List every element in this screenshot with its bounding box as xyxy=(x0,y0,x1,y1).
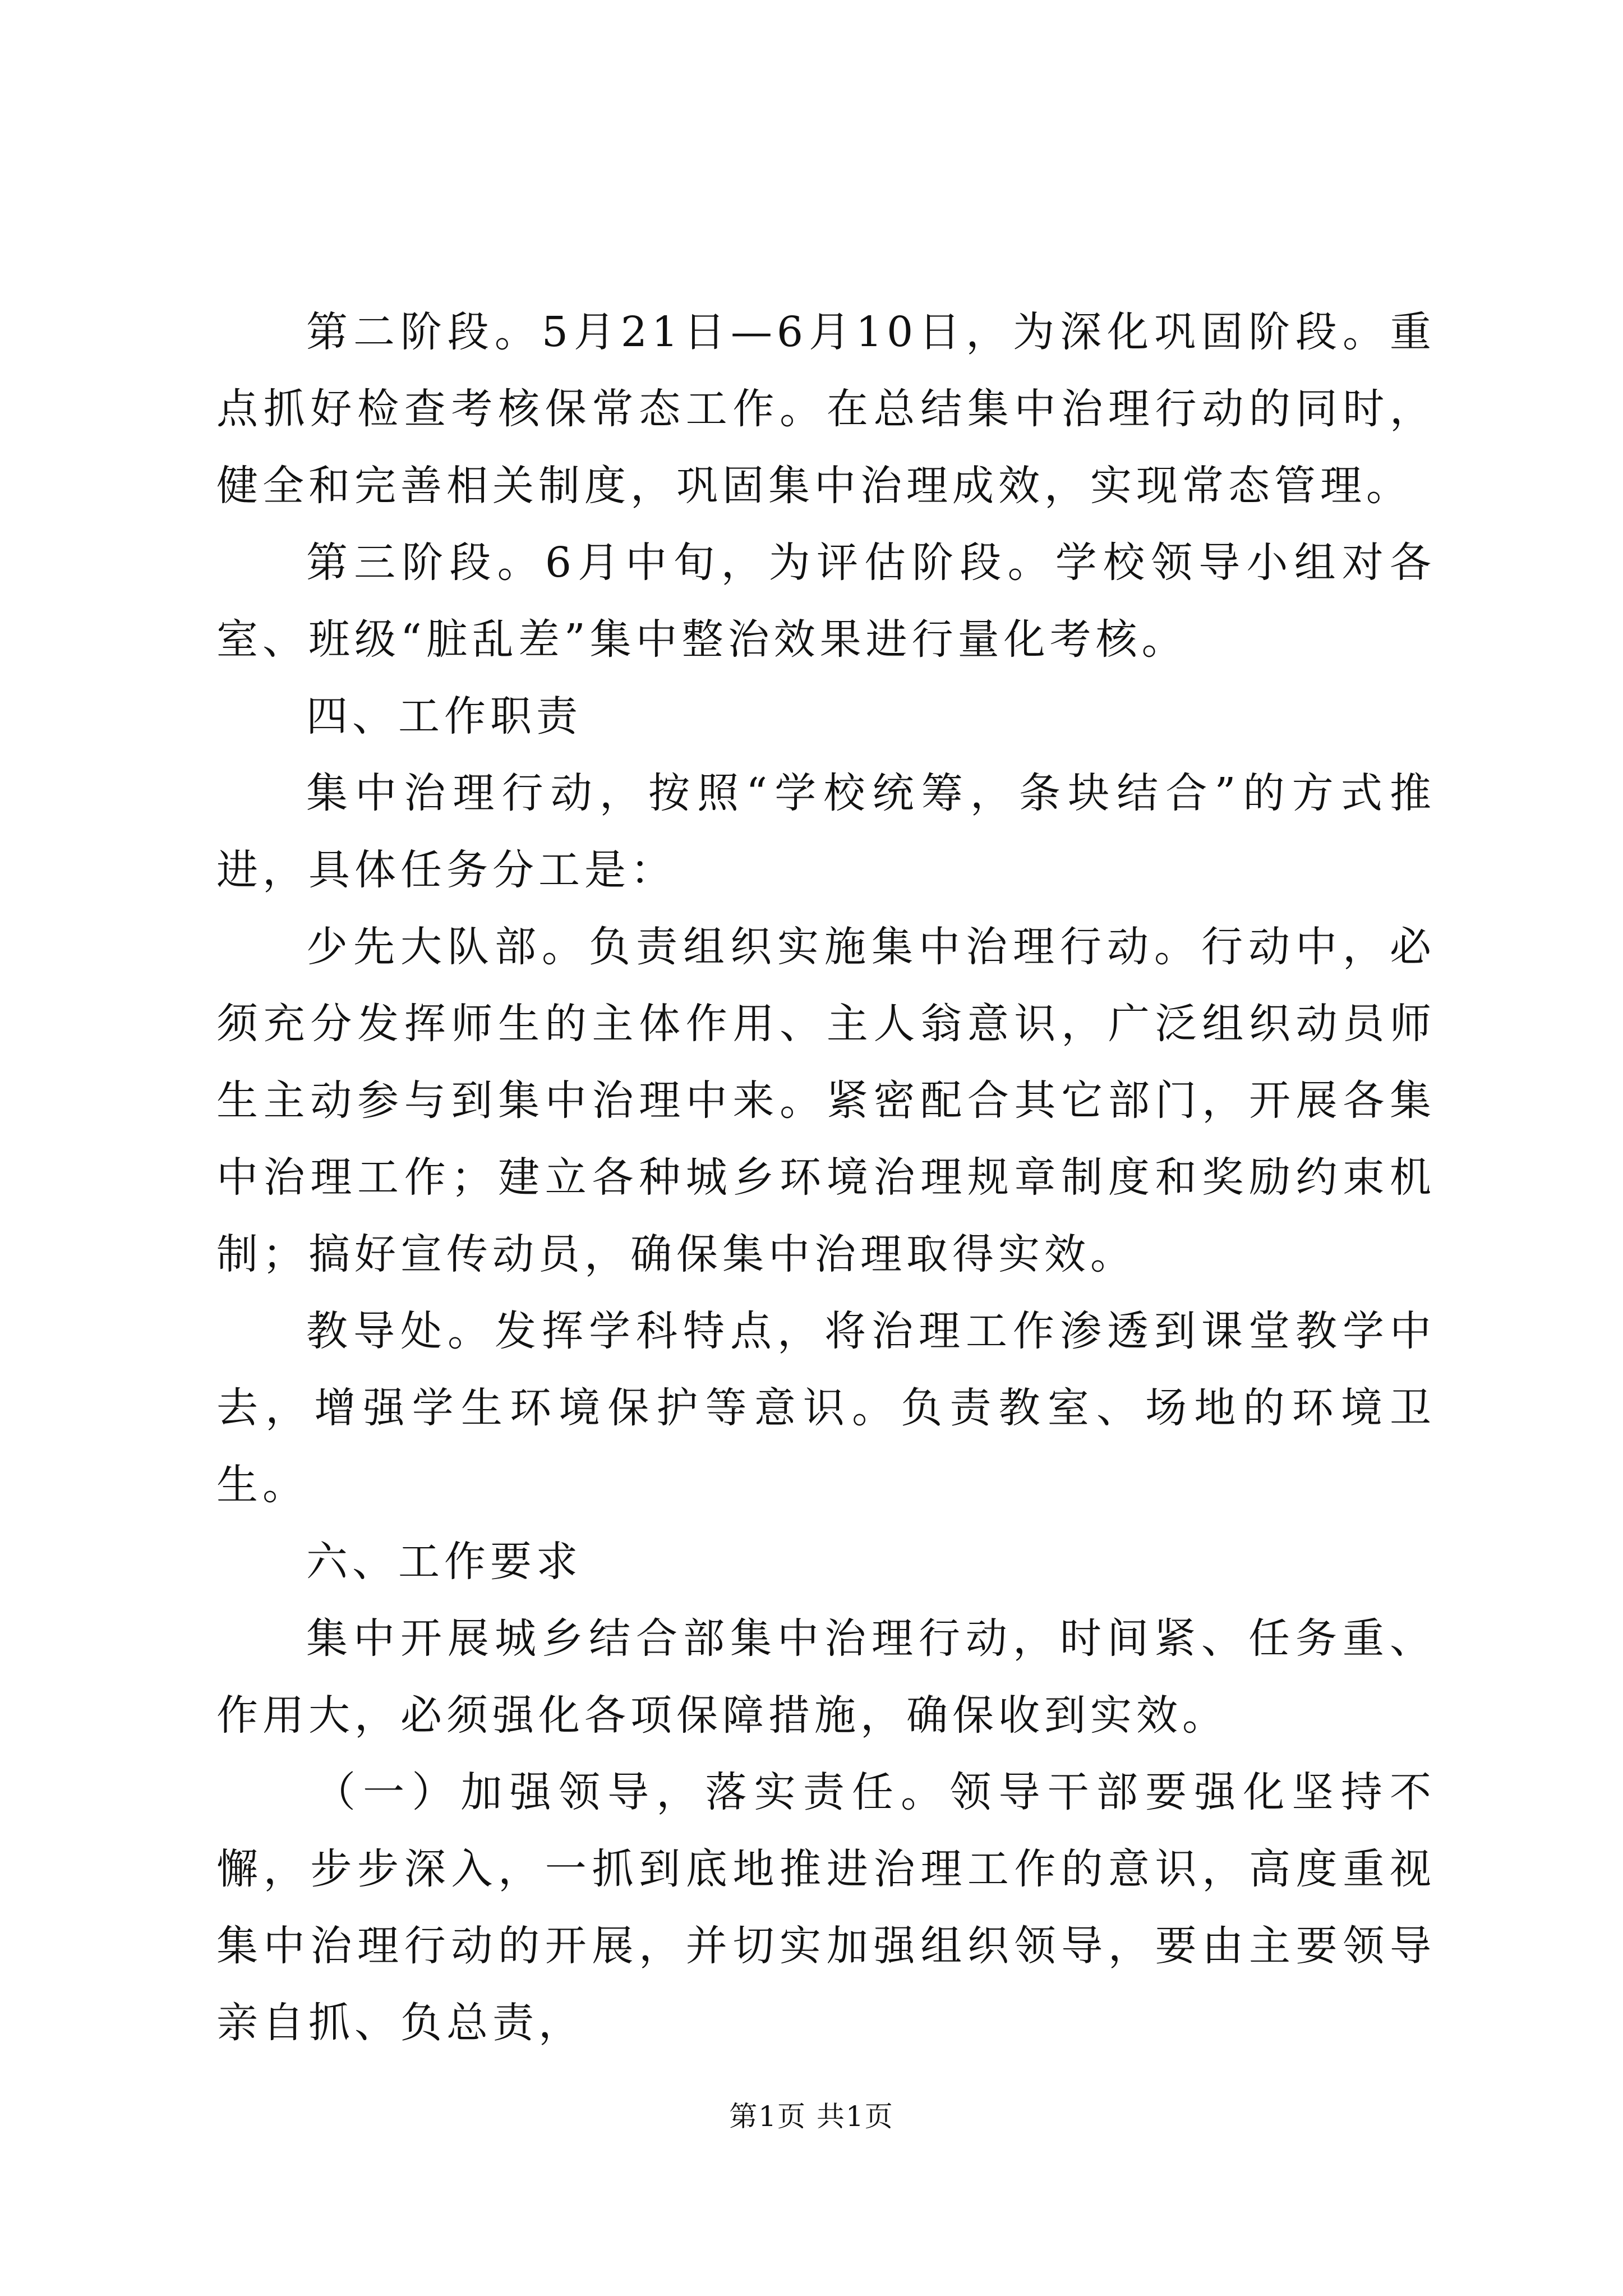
paragraph-young-pioneers: 少先大队部。负责组织实施集中治理行动。行动中，必须充分发挥师生的主体作用、主人翁意识，广泛组织动员师生主动参与到集中治理中来。紧密配合其它部门，开展各集中治理工作；建立各种城乡环境治理规章制度和奖励约束机制；搞好宣传动员，确保集中治理取得实效。 xyxy=(216,923,1436,1278)
paragraph-stage-two: 第二阶段。5月21日—6月10日，为深化巩固阶段。重点抓好检查考核保常态工作。在总结集中治理行动的同时，健全和完善相关制度，巩固集中治理成效，实现常态管理。 xyxy=(216,308,1436,510)
paragraph-requirements-intro: 集中开展城乡结合部集中治理行动，时间紧、任务重、作用大，必须强化各项保障措施，确保收到实效。 xyxy=(216,1614,1436,1740)
document-body xyxy=(216,294,1436,2062)
page-footer: 第1页 共1页 xyxy=(729,2100,894,2133)
section-heading-duties: 四、工作职责 xyxy=(306,692,582,740)
paragraph-stage-three: 第三阶段。6月中旬，为评估阶段。学校领导小组对各室、班级“脏乱差”集中整治效果进行量化考核。 xyxy=(216,539,1436,664)
section-heading-requirements: 六、工作要求 xyxy=(306,1538,582,1586)
paragraph-duties-intro: 集中治理行动，按照“学校统筹，条块结合”的方式推进，具体任务分工是： xyxy=(216,769,1436,894)
paragraph-leadership: （一）加强领导，落实责任。领导干部要强化坚持不懈，步步深入，一抓到底地推进治理工作的意识，高度重视集中治理行动的开展，并切实加强组织领导，要由主要领导亲自抓、负总责， xyxy=(216,1768,1436,2047)
paragraph-academic-office: 教导处。发挥学科特点，将治理工作渗透到课堂教学中去，增强学生环境保护等意识。负责教室、场地的环境卫生。 xyxy=(216,1307,1436,1509)
